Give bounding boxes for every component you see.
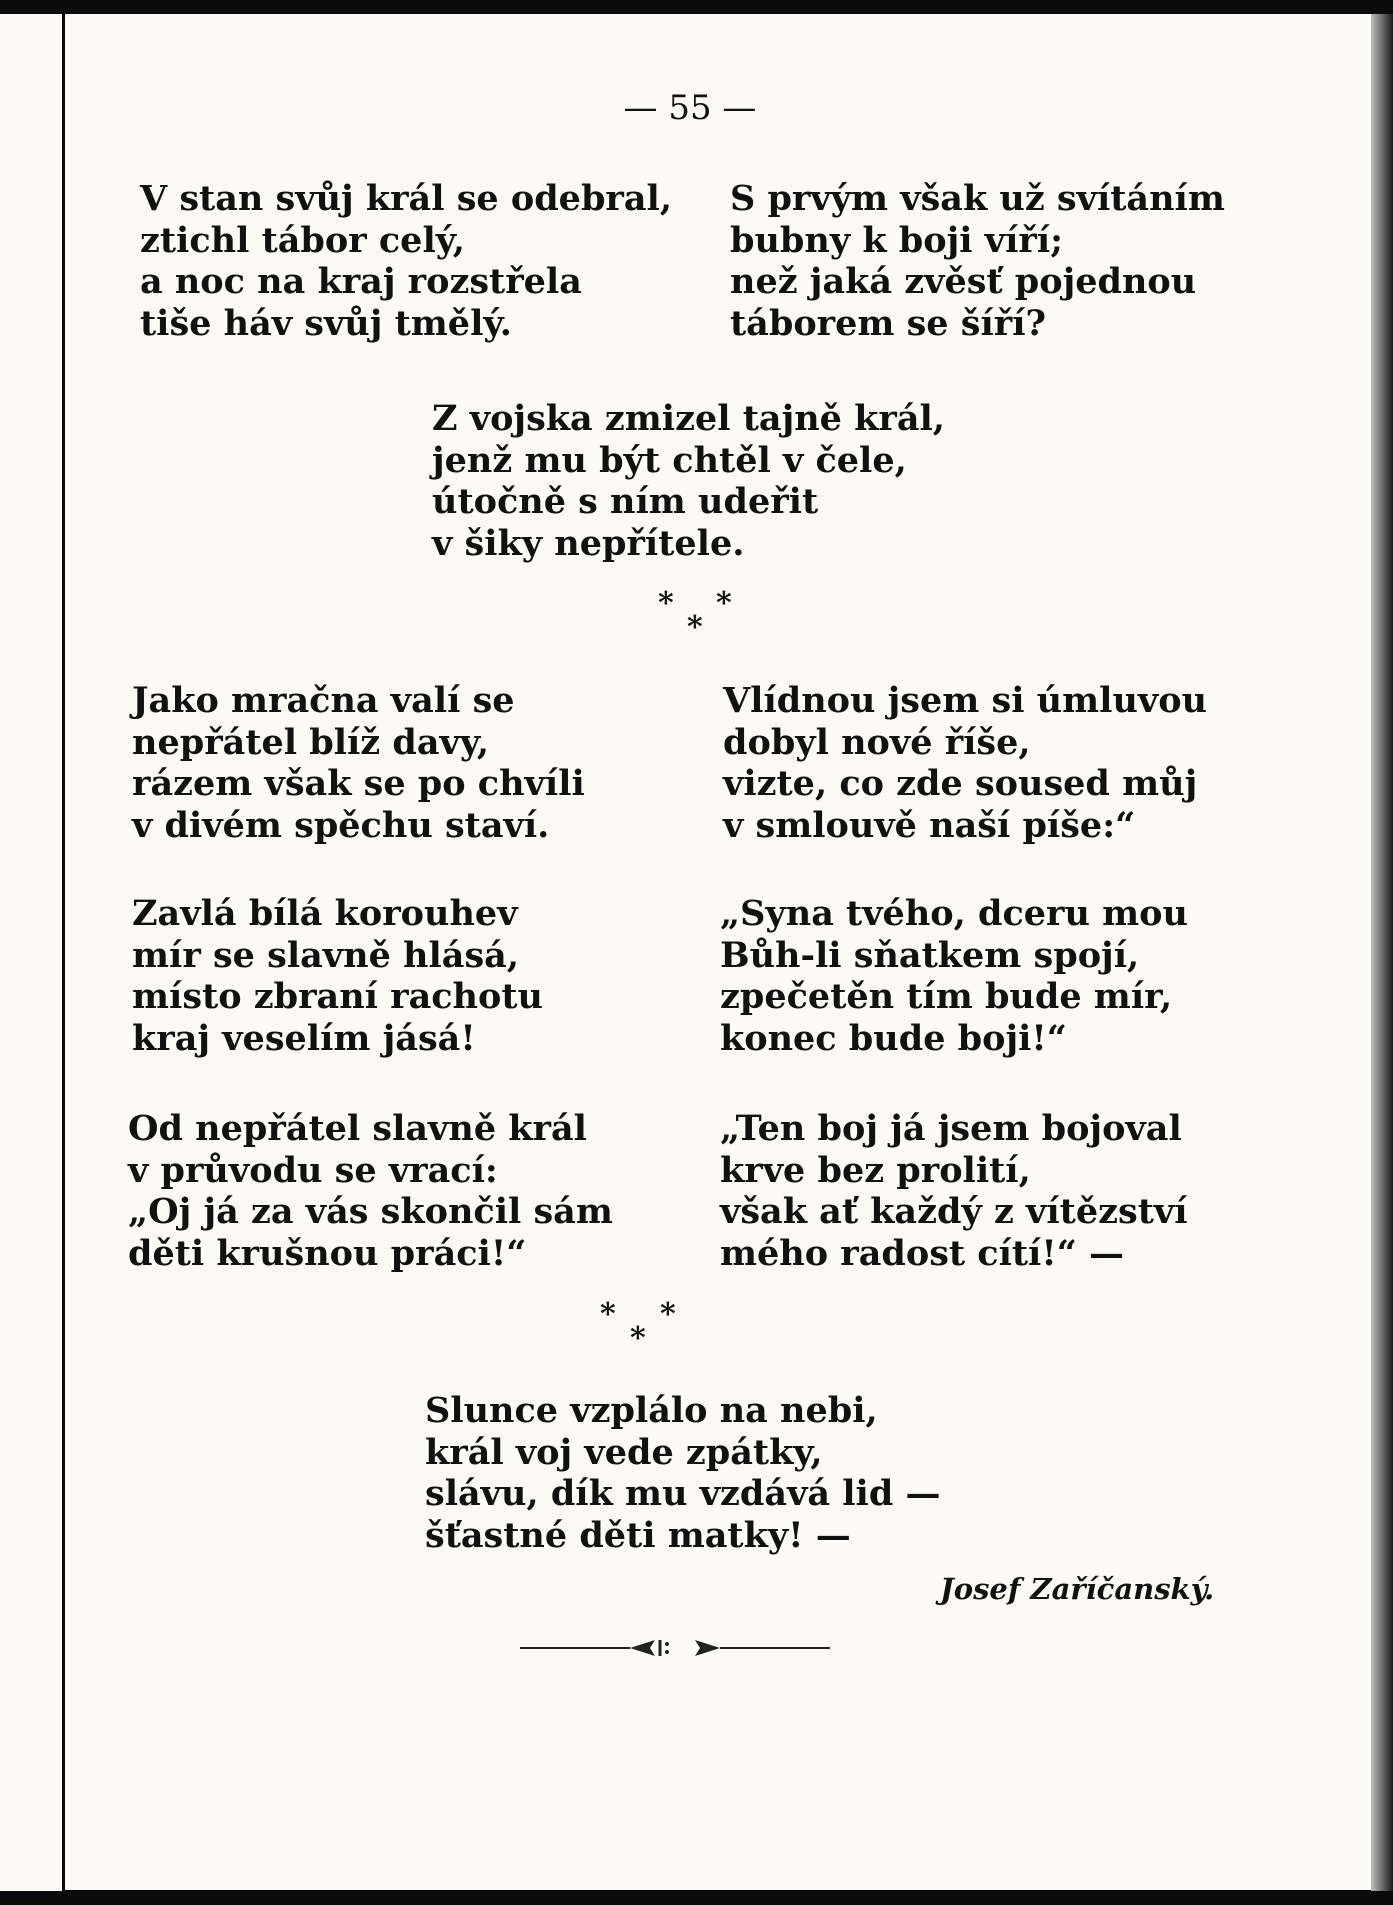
scan-border-top [0,0,1393,14]
verse-line: děti krušnou práci!“ [128,1232,527,1274]
verse-line: Z vojska zmizel tajně král, [432,398,945,439]
asterism-star: * [630,1321,646,1356]
verse-line: táborem se šíří? [730,302,1046,344]
verse-line: Od nepřátel slavně král [128,1108,587,1149]
verse-line: bubny k boji víří; [730,219,1064,261]
verse-line: „Ten boj já jsem bojoval [720,1108,1182,1149]
verse-line: Slunce vzplálo na nebi, [425,1390,878,1431]
stanza-10 [425,1390,941,1556]
verse-line: krve bez prolití, [720,1149,1031,1191]
verse-line: král voj vede zpátky, [425,1431,823,1473]
verse-line: jenž mu být chtěl v čele, [432,439,907,481]
verse-line: a noc na kraj rozstřela [140,261,582,302]
verse-line: ztichl tábor celý, [140,219,465,261]
stanza-2 [730,178,1225,344]
verse-line: Vlídnou jsem si úmluvou [723,680,1208,721]
stanza-9 [720,1108,1188,1274]
page-number: — 55 — [623,88,757,128]
verse-line: Jako mračna valí se [132,680,515,721]
asterism-star: * [716,586,732,621]
page-edge-right [1371,0,1393,1905]
ornament-divider-icon [520,1628,830,1668]
verse-line: místo zbraní rachotu [132,976,543,1017]
verse-line: mého radost cítí!“ — [720,1232,1125,1274]
asterism-1 [650,586,790,656]
verse-line: útočně s ním udeřit [432,481,819,522]
verse-line: v průvodu se vrací: [128,1149,498,1191]
verse-line: dobyl nové říše, [723,721,1031,763]
verse-line: V stan svůj král se odebral, [140,178,673,219]
stanza-4 [132,680,585,846]
stanza-3 [432,398,945,564]
verse-line: „Syna tvého, dceru mou [720,893,1188,934]
verse-line: šťastné děti matky! — [425,1514,851,1556]
page-margin-left [0,0,65,1905]
verse-line: než jaká zvěsť pojednou [730,261,1197,302]
verse-line: slávu, dík mu vzdává lid — [425,1473,941,1514]
asterism-star: * [658,586,674,621]
verse-line: „Oj já za vás skončil sám [128,1191,613,1232]
asterism-star: * [600,1297,616,1332]
asterism-star: * [660,1297,676,1332]
verse-line: kraj veselím jásá! [132,1017,476,1059]
stanza-7 [720,893,1188,1059]
verse-line: konec bude boji!“ [720,1017,1067,1059]
stanza-8 [128,1108,613,1274]
verse-line: vizte, co zde soused můj [723,763,1198,804]
verse-line: v smlouvě naší píše:“ [723,804,1136,846]
verse-line: rázem však se po chvíli [132,763,585,804]
verse-line: Bůh-li sňatkem spojí, [720,934,1140,976]
verse-line: S prvým však už svítáním [730,178,1225,219]
stanza-1 [140,178,672,344]
signature: Josef Zaříčanský. [940,1572,1215,1606]
verse-line: nepřátel blíž davy, [132,721,490,763]
verse-line: zpečetěn tím bude mír, [720,976,1173,1017]
verse-line: Zavlá bílá korouhev [132,893,518,934]
verse-line: tiše háv svůj tmělý. [140,302,512,344]
verse-line: mír se slavně hlásá, [132,934,520,976]
asterism-star: * [687,610,703,645]
stanza-5 [723,680,1207,846]
verse-line: však ať každý z vítězství [720,1191,1188,1232]
stanza-6 [132,893,543,1059]
verse-line: v šiky nepřítele. [432,522,745,564]
asterism-2 [598,1297,738,1367]
scan-border-bottom [0,1891,1393,1905]
verse-line: v divém spěchu staví. [132,804,550,846]
